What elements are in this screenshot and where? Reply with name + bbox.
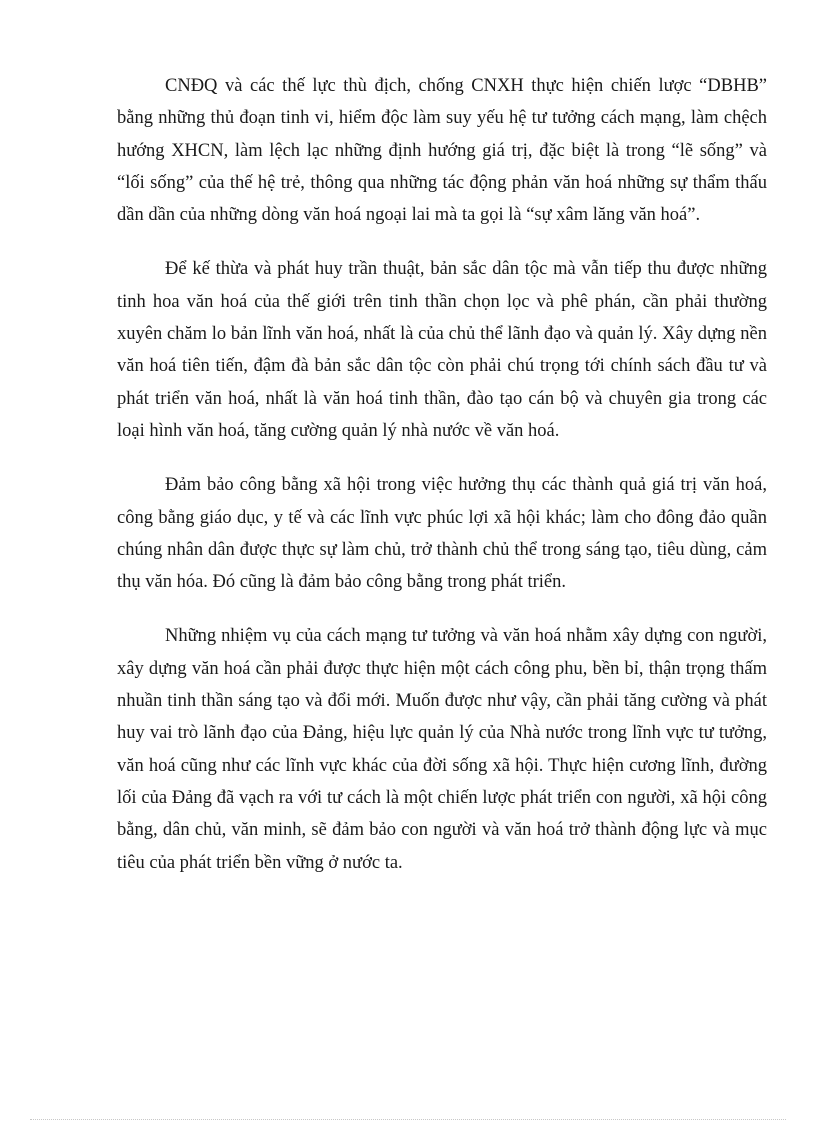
paragraph: Những nhiệm vụ của cách mạng tư tưởng và văn hoá nhằm xây dựng con người, xây dựng văn hoá cần phải được thực hiện một cách công phu, bền bỉ, thận trọng thấm nhuần tinh thần sáng tạo và đổi mới. Muốn được như vậy, cần phải tăng cường và phát huy vai trò lãnh đạo của Đảng, hiệu lực quản lý của Nhà nước trong lĩnh vực tư tưởng, văn hoá cũng như các lĩnh vực khác của đời sống xã hội. Thực hiện cương lĩnh, đường lối của Đảng đã vạch ra với tư cách là một chiến lược phát triển con người, xã hội công bằng, dân chủ, văn minh, sẽ đảm bảo con người và văn hoá trở thành động lực và mục tiêu của phát triển bền vững ở nước ta.: [117, 626, 767, 873]
paragraph: Đảm bảo công bằng xã hội trong việc hưởng thụ các thành quả giá trị văn hoá, công bằng giáo dục, y tế và các lĩnh vực phúc lợi xã hội khác; làm cho đông đảo quần chúng nhân dân được thực sự làm chủ, trở thành chủ thể trong sáng tạo, tiêu dùng, cảm thụ văn hóa. Đó cũng là đảm bảo công bằng trong phát triển.: [117, 475, 767, 593]
document-page: [117, 70, 767, 901]
page-bottom-divider: [30, 1119, 786, 1120]
paragraph: Để kế thừa và phát huy trần thuật, bản sắc dân tộc mà vẫn tiếp thu được những tinh hoa văn hoá của thế giới trên tinh thần chọn lọc và phê phán, cần phải thường xuyên chăm lo bản lĩnh văn hoá, nhất là của chủ thể lãnh đạo và quản lý. Xây dựng nền văn hoá tiên tiến, đậm đà bản sắc dân tộc còn phải chú trọng tới chính sách đầu tư và phát triển văn hoá, nhất là văn hoá tinh thần, đào tạo cán bộ và chuyên gia trong các loại hình văn hoá, tăng cường quản lý nhà nước về văn hoá.: [117, 259, 767, 441]
paragraph: CNĐQ và các thế lực thù địch, chống CNXH thực hiện chiến lược “DBHB” bằng những thủ đoạn tinh vi, hiểm độc làm suy yếu hệ tư tưởng cách mạng, làm chệch hướng XHCN, làm lệch lạc những định hướng giá trị, đặc biệt là trong “lẽ sống” và “lối sống” của thế hệ trẻ, thông qua những tác động phản văn hoá những sự thẩm thấu dần dần của những dòng văn hoá ngoại lai mà ta gọi là “sự xâm lăng văn hoá”.: [117, 76, 767, 226]
